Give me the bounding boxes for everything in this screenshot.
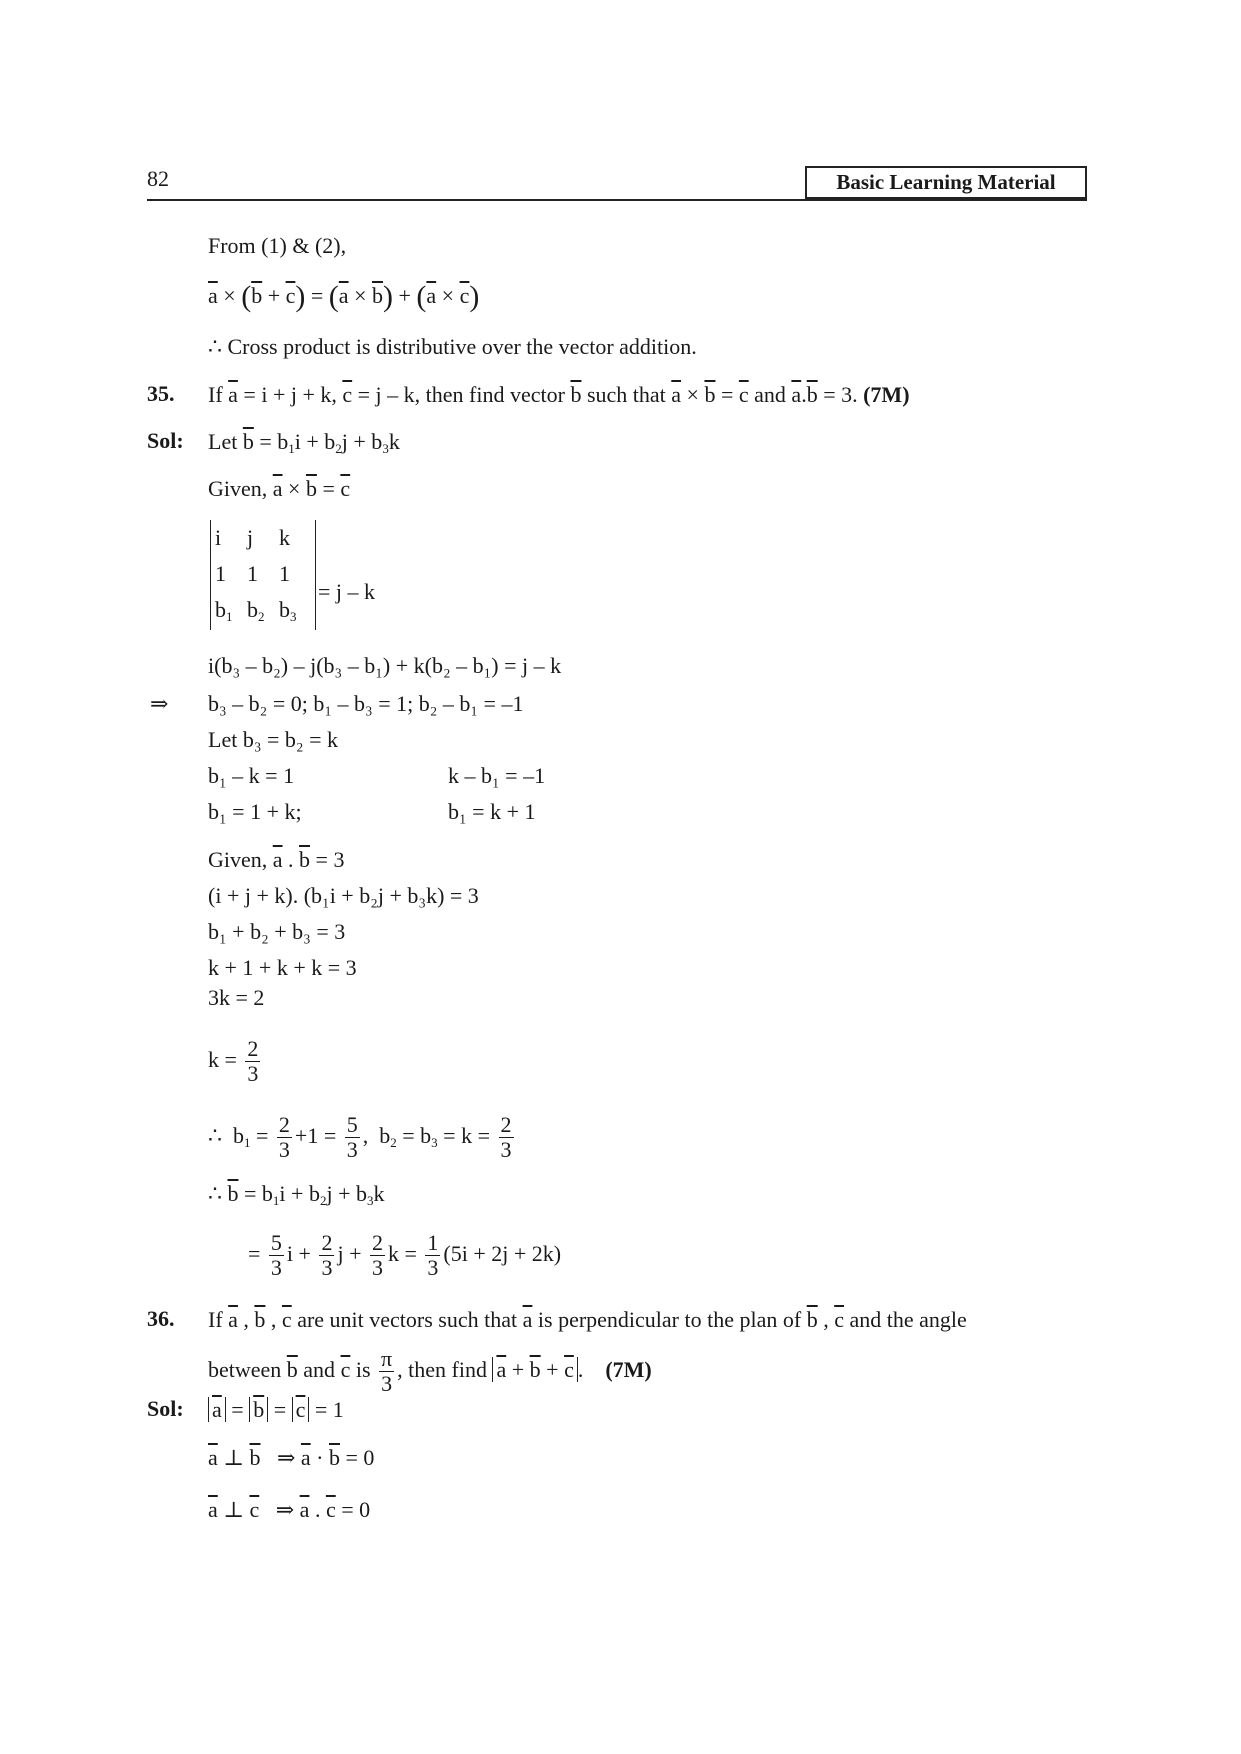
formula-line: b₁ + b₂ + b₃ = 3 <box>208 919 346 944</box>
formula-line: b₁ = k + 1 <box>448 799 536 824</box>
formula-line: (i + j + k). (b₁i + b₂j + b₃k) = 3 <box>208 883 479 908</box>
formula-line: k = $\frac{2}{3}$ <box>208 1036 259 1087</box>
question-text: If $\overline{a} = i + j + k$, $\overline{c} = j - k$, then find vector $\overline{b}$ such that $\overline{a} \times \overline{b} = \overline{c}$ and $\overline{a}.\overline{b} = 3$. (7M) <box>208 382 910 407</box>
text-line: From (1) & (2), <box>208 233 347 258</box>
page-number: 82 <box>147 166 169 191</box>
formula-line: b₃ – b₂ = 0; b₁ – b₃ = 1; b₂ – b₁ = –1 <box>208 691 524 716</box>
question-number: 35. <box>147 381 175 406</box>
text-fragment: = b <box>259 429 289 454</box>
marks: (7M) <box>863 382 910 407</box>
text-fragment: Given, <box>208 476 268 501</box>
header-title: Basic Learning Material <box>805 166 1087 199</box>
sol-label: Sol: <box>147 1396 184 1421</box>
formula-line: Let $\overline{b} = b_1i + b_2j + b_3k$ <box>208 429 400 456</box>
sol-label: Sol: <box>147 428 184 453</box>
determinant: i j k 1 1 1 $b_1$ $b_2$ $b_3$ <box>210 520 316 630</box>
formula-line: Given, $\overline{a}$ . $\overline{b} = 3$ <box>208 847 345 872</box>
implies-symbol: ⇒ <box>150 691 169 716</box>
formula-line: Given, $\overline{a} \times \overline{b} = \overline{c}$ <box>208 476 351 501</box>
formula-line: k – b₁ = –1 <box>448 763 546 788</box>
question-text: If $\overline{a}$ , $\overline{b}$ , $\overline{c}$ are unit vectors such that $\overline{a}$ is perpendicular to the plan of $\overline{b}$ , $\overline{c}$ and the angle <box>208 1307 967 1332</box>
formula-line: Let b₃ = b₂ = k <box>208 727 338 752</box>
text-fragment: Given, <box>208 847 268 872</box>
formula-line: ∴ $\overline{b} = b_1i + b_2j + b_3k$ <box>208 1181 385 1208</box>
text-fragment: k = <box>208 1047 237 1072</box>
question-text: between $\overline{b}$ and $\overline{c}$ is $\frac{\pi}{3}$ , then find $\overline{a} + \overline{b} + \overline{c}$ . (7M) <box>208 1346 652 1397</box>
text-line: ∴ Cross product is distributive over the vector addition. <box>208 334 697 359</box>
formula-line: = j – k <box>318 579 376 604</box>
formula-line: k + 1 + k + k = 3 <box>208 955 357 980</box>
marks: (7M) <box>605 1357 652 1382</box>
formula-line: $\overline{a}$ ⊥ $\overline{c}$ ⇒ $\overline{a}$ . $\overline{c} = 0$ <box>208 1497 371 1522</box>
formula-line: b₁ = 1 + k; <box>208 799 302 824</box>
formula-line: ∴ $b_1$ = $\frac{2}{3}$ +1 = $\frac{5}{3}$ , $b_2 = b_3 = k$ = $\frac{2}{3}$ <box>208 1112 512 1163</box>
formula-line: 3k = 2 <box>208 985 265 1010</box>
formula-line: $\overline{a}$ ⊥ $\overline{b}$ ⇒ $\overline{a} \cdot \overline{b} = 0$ <box>208 1445 375 1470</box>
formula-line: $\overline{a} = \overline{b} = \overline{c} = 1$ <box>208 1396 344 1424</box>
header-rule <box>147 199 1087 201</box>
formula-line: $\overline{a} \times (\overline{b} + \overline{c}) = (\overline{a} \times \overline{b}) + (\overline{a} \times \overline{c})$ <box>208 280 480 313</box>
formula-line: = $\frac{5}{3}$ i + $\frac{2}{3}$ j + $\frac{2}{3}$ k = $\frac{1}{3}$ (5i + 2j + 2k) <box>248 1230 562 1281</box>
formula-line: b₁ – k = 1 <box>208 763 295 788</box>
formula-line: i(b₃ – b₂) – j(b₃ – b₁) + k(b₂ – b₁) = j – k <box>208 653 562 678</box>
question-number: 36. <box>147 1306 175 1331</box>
